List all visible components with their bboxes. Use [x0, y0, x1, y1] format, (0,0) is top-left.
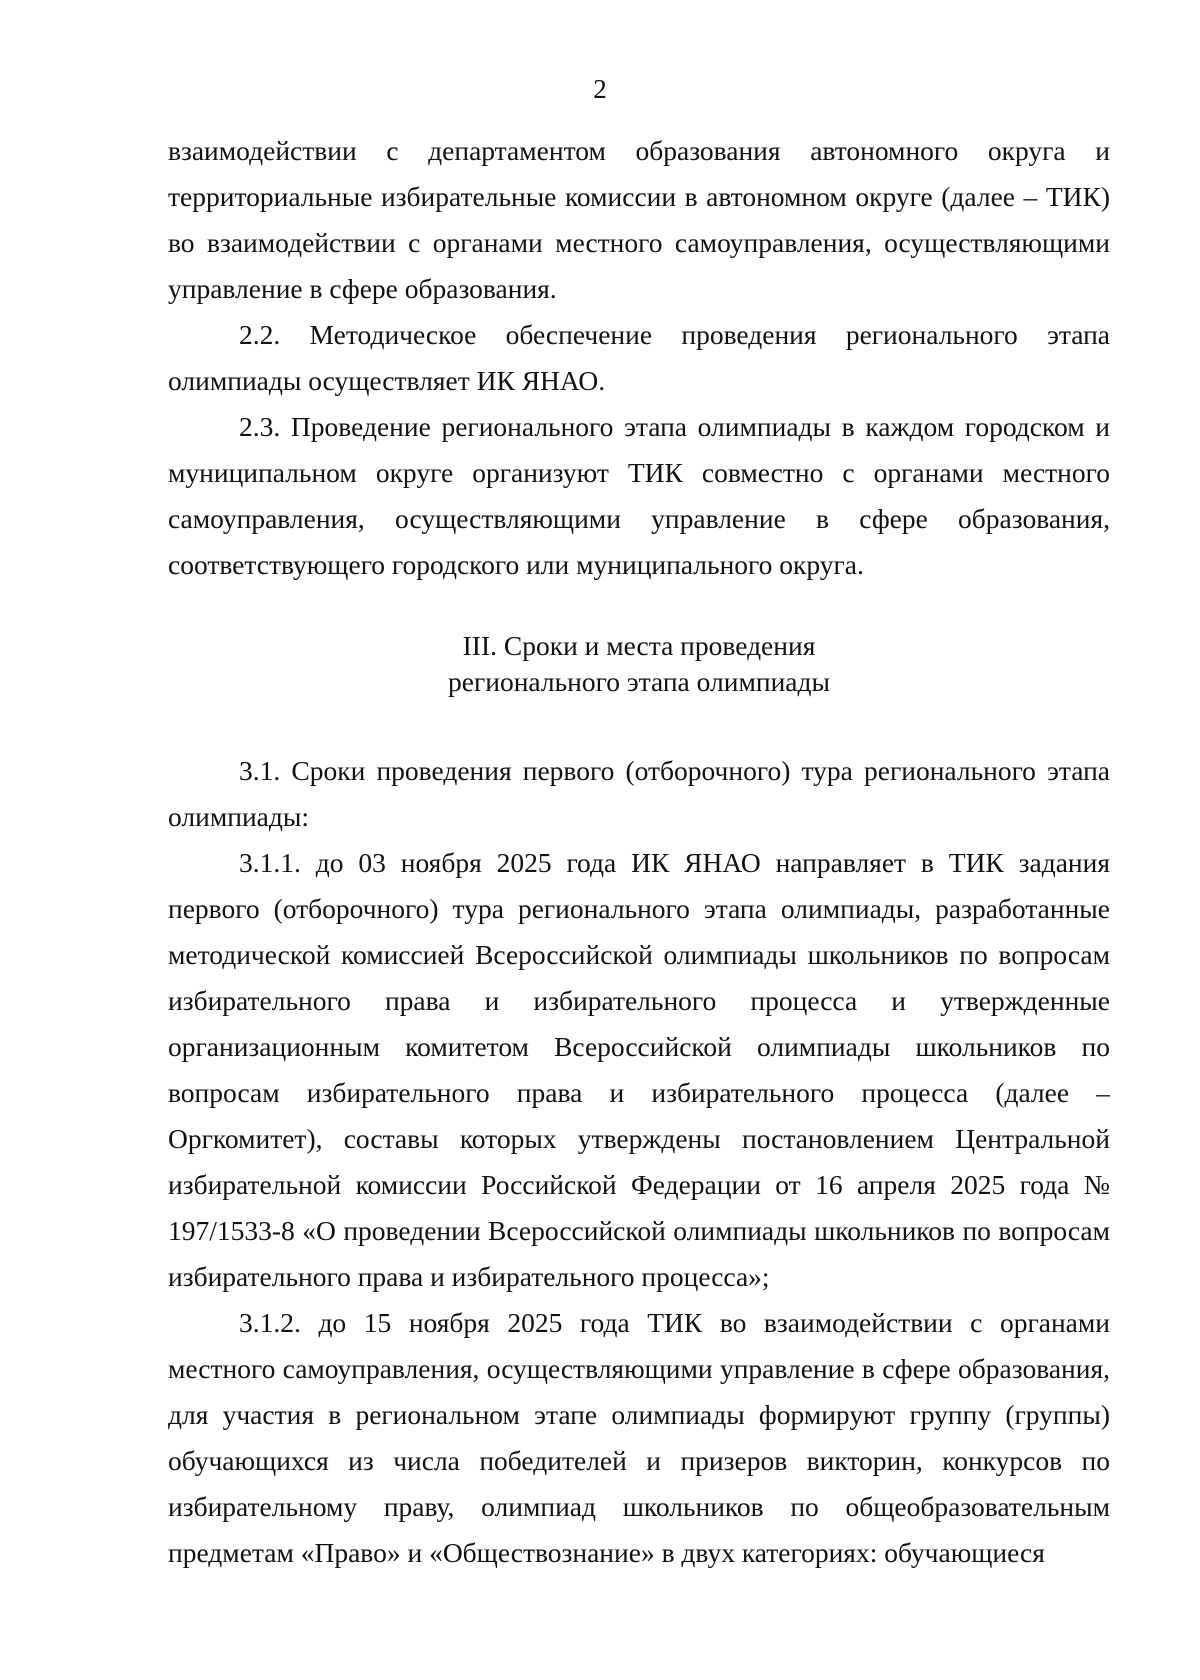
paragraph-2-3: 2.3. Проведение регионального этапа олимпиады в каждом городском и муниципальном округе организуют ТИК совместно с органами местного самоуправления, осуществляющими управление в сфере образования, соответствующего городского или муниципального округа.: [168, 411, 1110, 580]
section-heading: [168, 628, 1110, 700]
document-body: [168, 128, 1110, 1576]
page-number: 2: [593, 74, 607, 104]
paragraph-2-2: 2.2. Методическое обеспечение проведения регионального этапа олимпиады осуществляет ИК ЯНАО.: [168, 319, 1110, 396]
section-heading-line-2: регионального этапа олимпиады: [448, 666, 830, 697]
paragraph-3-1-2: 3.1.2. до 15 ноября 2025 года ТИК во взаимодействии с органами местного самоуправления, осуществляющими управление в сфере образования, для участия в региональном этапе олимпиады формируют группу (группы) обучающихся из числа победителей и призеров викторин, конкурсов по избирательному праву, олимпиад школьников по общеобразовательным предметам «Право» и «Обществознание» в двух категориях: обучающиеся: [168, 1307, 1110, 1568]
paragraph-continuation: взаимодействии с департаментом образования автономного округа и территориальные избирательные комиссии в автономном округе (далее – ТИК) во взаимодействии с органами местного самоуправления, осуществляющими управление в сфере образования.: [168, 135, 1110, 304]
paragraph-3-1-1: 3.1.1. до 03 ноября 2025 года ИК ЯНАО направляет в ТИК задания первого (отборочного) тура регионального этапа олимпиады, разработанные методической комиссией Всероссийской олимпиады школьников по вопросам избирательного права и избирательного процесса и утвержденные организационным комитетом Всероссийской олимпиады школьников по вопросам избирательного права и избирательного процесса (далее – Оргкомитет), составы которых утверждены постановлением Центральной избирательной комиссии Российской Федерации от 16 апреля 2025 года № 197/1533-8 «О проведении Всероссийской олимпиады школьников по вопросам избирательного права и избирательного процесса»;: [168, 847, 1110, 1292]
paragraph-3-1: 3.1. Сроки проведения первого (отборочного) тура регионального этапа олимпиады:: [168, 755, 1110, 832]
section-heading-line-1: III. Сроки и места проведения: [462, 630, 816, 661]
